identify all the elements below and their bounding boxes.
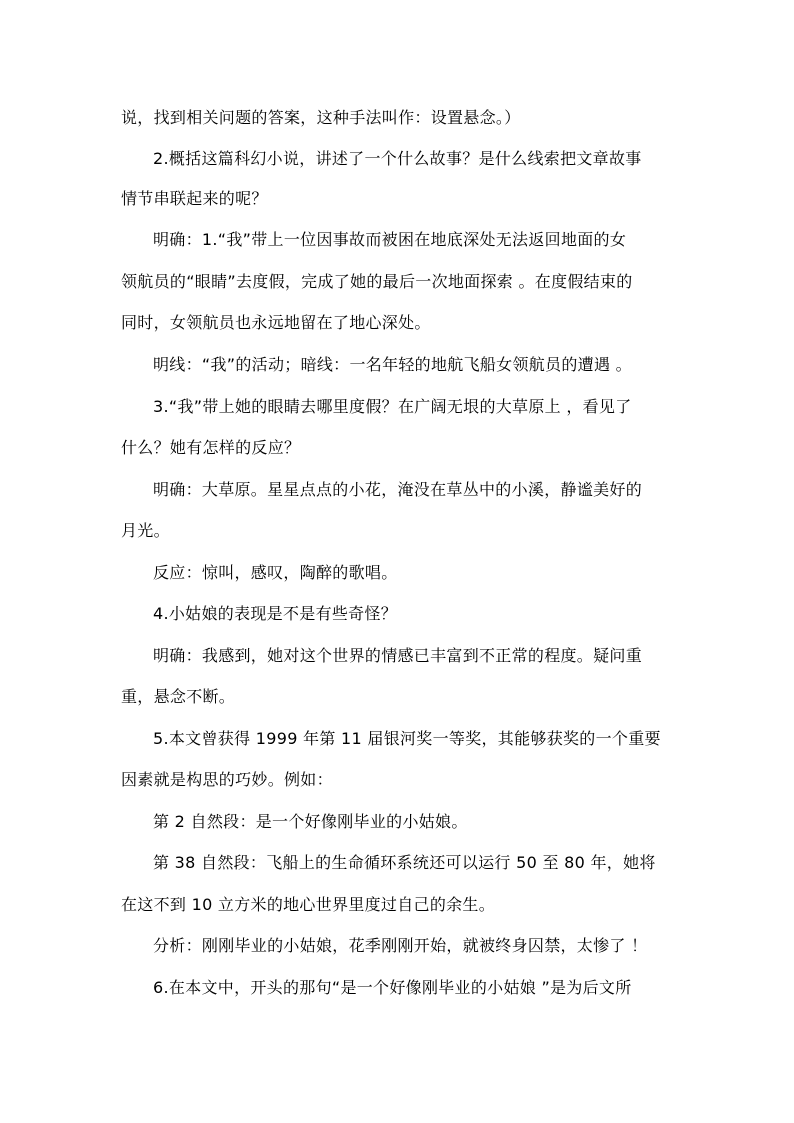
paragraph-line: 什么？她有怎样的反应？: [121, 438, 301, 457]
paragraph-line: 因素就是构思的巧妙。例如：: [121, 770, 333, 789]
analysis-line: 分析：刚刚毕业的小姑娘，花季刚刚开始，就被终身囚禁，太惨了 ！: [153, 936, 648, 955]
answer-line: 明确：1.“我”带上一位因事故而被困在地底深处无法返回地面的女: [153, 230, 627, 249]
example-line: 第 2 自然段：是一个好像刚毕业的小姑娘。: [153, 812, 468, 831]
clue-line: 明线：“我”的活动；暗线：一名年轻的地航飞船女领航员的遭遇 。: [153, 355, 632, 374]
question-2-line: 2.概括这篇科幻小说，讲述了一个什么故事？是什么线索把文章故事: [153, 149, 642, 168]
paragraph-line: 说，找到相关问题的答案，这种手法叫作：设置悬念。）: [121, 108, 521, 127]
answer-line: 明确：我感到，她对这个世界的情感已丰富到不正常的程度。疑问重: [153, 646, 643, 665]
paragraph-line: 在这不到 10 立方米的地心世界里度过自己的余生。: [121, 895, 496, 914]
question-3-line: 3.“我”带上她的眼睛去哪里度假？在广阔无垠的大草原上 ，看见了: [153, 397, 632, 416]
example-line: 第 38 自然段：飞船上的生命循环系统还可以运行 50 至 80 年，她将: [153, 853, 656, 872]
reaction-line: 反应：惊叫，感叹，陶醉的歌唱。: [153, 563, 398, 582]
paragraph-line: 情节串联起来的呢？: [121, 189, 268, 208]
paragraph-line: 月光。: [121, 521, 170, 540]
paragraph-line: 领航员的“眼睛”去度假，完成了她的最后一次地面探索 。在度假结束的: [121, 272, 633, 291]
question-4-line: 4.小姑娘的表现是不是有些奇怪？: [153, 604, 398, 623]
answer-line: 明确：大草原。星星点点的小花，淹没在草丛中的小溪，静谧美好的: [153, 480, 643, 499]
paragraph-line: 重，悬念不断。: [121, 687, 236, 706]
question-6-line: 6.在本文中，开头的那句“是一个好像刚毕业的小姑娘 ”是为后文所: [153, 978, 632, 997]
question-5-line: 5.本文曾获得 1999 年第 11 届银河奖一等奖，其能够获奖的一个重要: [153, 729, 661, 748]
paragraph-line: 同时，女领航员也永远地留在了地心深处。: [121, 313, 431, 332]
